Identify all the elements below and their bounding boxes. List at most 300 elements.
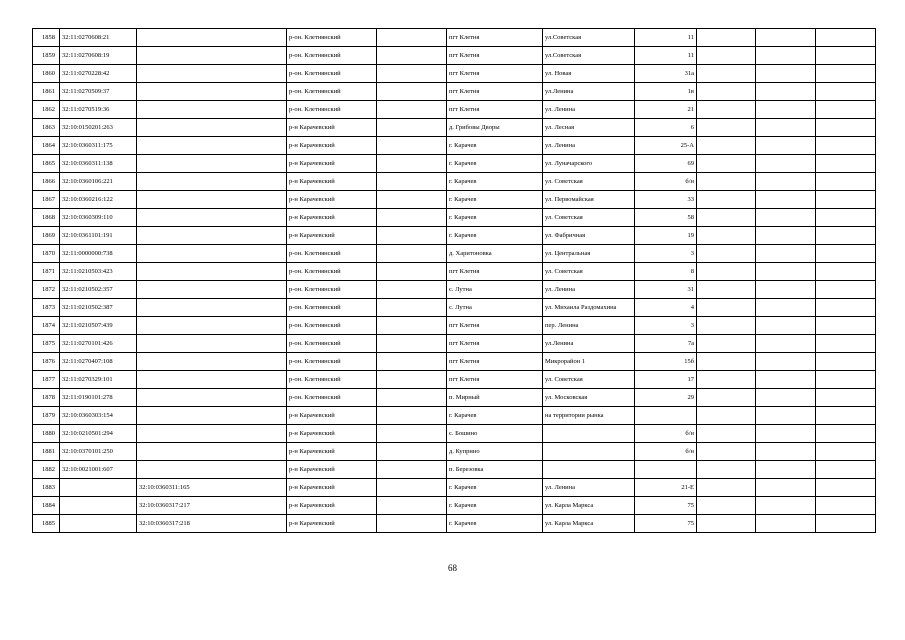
empty-cell xyxy=(816,83,876,101)
district-cell: р-он. Клетнянский xyxy=(287,29,377,47)
row-index-cell: 1874 xyxy=(33,317,60,335)
empty-cell xyxy=(697,479,756,497)
district-cell: р-он. Клетнянский xyxy=(287,317,377,335)
empty-cell xyxy=(697,497,756,515)
table-row xyxy=(33,479,876,497)
registry-table xyxy=(32,28,876,533)
table-row xyxy=(33,83,876,101)
house-number-cell: 6 xyxy=(635,119,697,137)
street-cell: ул. Ленина xyxy=(543,137,635,155)
empty-cell xyxy=(816,335,876,353)
district-cell: р-он. Клетнянский xyxy=(287,299,377,317)
empty-cell xyxy=(816,353,876,371)
cadastral-number-cell: 32:11:0210502:357 xyxy=(60,281,137,299)
empty-cell xyxy=(697,119,756,137)
empty-cell xyxy=(377,461,447,479)
cadastral-number-cell: 32:11:0270228:42 xyxy=(60,65,137,83)
district-cell: р-н Карачевский xyxy=(287,425,377,443)
cadastral-number-alt-cell xyxy=(137,29,287,47)
cadastral-number-alt-cell xyxy=(137,245,287,263)
house-number-cell: 29 xyxy=(635,389,697,407)
table-row xyxy=(33,353,876,371)
street-cell: ул. Советская xyxy=(543,371,635,389)
street-cell: ул.Ленина xyxy=(543,335,635,353)
cadastral-number-alt-cell xyxy=(137,119,287,137)
empty-cell xyxy=(377,353,447,371)
table-row xyxy=(33,281,876,299)
street-cell: ул. Советская xyxy=(543,173,635,191)
street-cell xyxy=(543,443,635,461)
street-cell: ул. Советская xyxy=(543,263,635,281)
empty-cell xyxy=(756,425,816,443)
empty-cell xyxy=(816,29,876,47)
cadastral-number-alt-cell xyxy=(137,155,287,173)
house-number-cell: 11 xyxy=(635,29,697,47)
empty-cell xyxy=(697,443,756,461)
empty-cell xyxy=(756,47,816,65)
empty-cell xyxy=(697,83,756,101)
table-row xyxy=(33,227,876,245)
empty-cell xyxy=(377,317,447,335)
cadastral-number-cell: 32:10:0150201:263 xyxy=(60,119,137,137)
empty-cell xyxy=(816,47,876,65)
cadastral-number-cell: 32:10:0021001:607 xyxy=(60,461,137,479)
house-number-cell: 25-А xyxy=(635,137,697,155)
cadastral-number-cell: 32:10:0360106:221 xyxy=(60,173,137,191)
cadastral-number-alt-cell: 32:10:0360311:165 xyxy=(137,479,287,497)
empty-cell xyxy=(697,353,756,371)
house-number-cell: 33 xyxy=(635,191,697,209)
street-cell: ул. Ленина xyxy=(543,101,635,119)
empty-cell xyxy=(756,263,816,281)
cadastral-number-alt-cell xyxy=(137,353,287,371)
table-row xyxy=(33,263,876,281)
street-cell: ул. Центральная xyxy=(543,245,635,263)
district-cell: р-он. Клетнянский xyxy=(287,371,377,389)
cadastral-number-alt-cell xyxy=(137,407,287,425)
house-number-cell: 8 xyxy=(635,263,697,281)
empty-cell xyxy=(697,263,756,281)
empty-cell xyxy=(756,101,816,119)
empty-cell xyxy=(816,155,876,173)
empty-cell xyxy=(377,119,447,137)
row-index-cell: 1883 xyxy=(33,479,60,497)
district-cell: р-он. Клетнянский xyxy=(287,83,377,101)
empty-cell xyxy=(697,371,756,389)
table-row xyxy=(33,425,876,443)
empty-cell xyxy=(377,227,447,245)
cadastral-number-cell xyxy=(60,497,137,515)
row-index-cell: 1859 xyxy=(33,47,60,65)
settlement-cell: пгт Клетня xyxy=(447,317,543,335)
empty-cell xyxy=(816,263,876,281)
table-row xyxy=(33,407,876,425)
district-cell: р-н Карачевский xyxy=(287,119,377,137)
settlement-cell: п. Мирный xyxy=(447,389,543,407)
street-cell: пер. Ленина xyxy=(543,317,635,335)
empty-cell xyxy=(756,497,816,515)
district-cell: р-он. Клетнянский xyxy=(287,335,377,353)
house-number-cell: 19 xyxy=(635,227,697,245)
empty-cell xyxy=(377,191,447,209)
empty-cell xyxy=(377,281,447,299)
settlement-cell: пгт Клетня xyxy=(447,83,543,101)
cadastral-number-cell: 32:11:0270608:19 xyxy=(60,47,137,65)
settlement-cell: пгт Клетня xyxy=(447,371,543,389)
empty-cell xyxy=(697,101,756,119)
empty-cell xyxy=(756,299,816,317)
empty-cell xyxy=(756,137,816,155)
settlement-cell: п. Березовка xyxy=(447,461,543,479)
cadastral-number-alt-cell xyxy=(137,83,287,101)
empty-cell xyxy=(697,191,756,209)
house-number-cell: 17 xyxy=(635,371,697,389)
empty-cell xyxy=(697,335,756,353)
district-cell: р-н Карачевский xyxy=(287,173,377,191)
table-row xyxy=(33,515,876,533)
row-index-cell: 1872 xyxy=(33,281,60,299)
table-row xyxy=(33,191,876,209)
settlement-cell: д. Грибовы Дворы xyxy=(447,119,543,137)
empty-cell xyxy=(756,479,816,497)
street-cell xyxy=(543,425,635,443)
cadastral-number-alt-cell xyxy=(137,281,287,299)
cadastral-number-cell: 32:11:0210503:423 xyxy=(60,263,137,281)
settlement-cell: г. Карачев xyxy=(447,479,543,497)
district-cell: р-н Карачевский xyxy=(287,209,377,227)
table-row xyxy=(33,443,876,461)
cadastral-number-alt-cell xyxy=(137,335,287,353)
empty-cell xyxy=(756,281,816,299)
empty-cell xyxy=(756,335,816,353)
house-number-cell xyxy=(635,407,697,425)
cadastral-number-alt-cell xyxy=(137,263,287,281)
row-index-cell: 1885 xyxy=(33,515,60,533)
street-cell: ул.Советская xyxy=(543,29,635,47)
cadastral-number-cell: 32:11:0210502:387 xyxy=(60,299,137,317)
district-cell: р-н Карачевский xyxy=(287,461,377,479)
empty-cell xyxy=(377,515,447,533)
empty-cell xyxy=(697,47,756,65)
cadastral-number-alt-cell xyxy=(137,191,287,209)
district-cell: р-он. Клетнянский xyxy=(287,353,377,371)
cadastral-number-cell: 32:11:0270509:37 xyxy=(60,83,137,101)
cadastral-number-alt-cell xyxy=(137,227,287,245)
cadastral-number-cell: 32:11:0210507:439 xyxy=(60,317,137,335)
cadastral-number-alt-cell: 32:10:0360317:217 xyxy=(137,497,287,515)
table-row xyxy=(33,173,876,191)
empty-cell xyxy=(756,119,816,137)
street-cell: ул.Советская xyxy=(543,47,635,65)
house-number-cell: 3 xyxy=(635,245,697,263)
cadastral-number-alt-cell xyxy=(137,461,287,479)
empty-cell xyxy=(816,65,876,83)
row-index-cell: 1881 xyxy=(33,443,60,461)
empty-cell xyxy=(816,425,876,443)
house-number-cell: 21-Е xyxy=(635,479,697,497)
empty-cell xyxy=(816,461,876,479)
empty-cell xyxy=(756,83,816,101)
row-index-cell: 1867 xyxy=(33,191,60,209)
cadastral-number-cell: 32:11:0270608:21 xyxy=(60,29,137,47)
empty-cell xyxy=(697,137,756,155)
empty-cell xyxy=(377,335,447,353)
row-index-cell: 1878 xyxy=(33,389,60,407)
empty-cell xyxy=(377,407,447,425)
empty-cell xyxy=(377,65,447,83)
empty-cell xyxy=(756,389,816,407)
empty-cell xyxy=(697,299,756,317)
cadastral-number-cell: 32:11:0270519:36 xyxy=(60,101,137,119)
empty-cell xyxy=(377,389,447,407)
house-number-cell xyxy=(635,461,697,479)
settlement-cell: д. Харитоновка xyxy=(447,245,543,263)
cadastral-number-alt-cell xyxy=(137,137,287,155)
street-cell: ул. Советская xyxy=(543,209,635,227)
house-number-cell: 7а xyxy=(635,335,697,353)
row-index-cell: 1877 xyxy=(33,371,60,389)
row-index-cell: 1884 xyxy=(33,497,60,515)
district-cell: р-н Карачевский xyxy=(287,515,377,533)
cadastral-number-cell: 32:11:0270329:101 xyxy=(60,371,137,389)
row-index-cell: 1879 xyxy=(33,407,60,425)
empty-cell xyxy=(816,371,876,389)
house-number-cell: б/н xyxy=(635,443,697,461)
empty-cell xyxy=(816,227,876,245)
cadastral-number-alt-cell xyxy=(137,389,287,407)
house-number-cell: 15б xyxy=(635,353,697,371)
settlement-cell: пгт Клетня xyxy=(447,263,543,281)
cadastral-number-alt-cell xyxy=(137,65,287,83)
row-index-cell: 1870 xyxy=(33,245,60,263)
street-cell: ул. Карла Маркса xyxy=(543,515,635,533)
empty-cell xyxy=(756,155,816,173)
empty-cell xyxy=(697,461,756,479)
empty-cell xyxy=(377,137,447,155)
settlement-cell: с. Лутна xyxy=(447,299,543,317)
table-row xyxy=(33,389,876,407)
empty-cell xyxy=(756,515,816,533)
cadastral-number-cell: 32:10:0360303:154 xyxy=(60,407,137,425)
row-index-cell: 1865 xyxy=(33,155,60,173)
table-row xyxy=(33,299,876,317)
row-index-cell: 1873 xyxy=(33,299,60,317)
table-row xyxy=(33,335,876,353)
street-cell: ул. Фабричная xyxy=(543,227,635,245)
table-row xyxy=(33,101,876,119)
empty-cell xyxy=(697,29,756,47)
cadastral-number-alt-cell xyxy=(137,101,287,119)
empty-cell xyxy=(377,173,447,191)
street-cell: на территории рынка xyxy=(543,407,635,425)
empty-cell xyxy=(816,101,876,119)
empty-cell xyxy=(377,371,447,389)
street-cell: Микрорайон 1 xyxy=(543,353,635,371)
empty-cell xyxy=(377,497,447,515)
settlement-cell: г. Карачев xyxy=(447,497,543,515)
table-row xyxy=(33,119,876,137)
empty-cell xyxy=(816,173,876,191)
house-number-cell: 11 xyxy=(635,47,697,65)
empty-cell xyxy=(756,353,816,371)
cadastral-number-cell: 32:10:0360311:175 xyxy=(60,137,137,155)
district-cell: р-н Карачевский xyxy=(287,227,377,245)
cadastral-number-cell xyxy=(60,515,137,533)
empty-cell xyxy=(816,209,876,227)
empty-cell xyxy=(816,119,876,137)
empty-cell xyxy=(697,245,756,263)
settlement-cell: г. Карачев xyxy=(447,173,543,191)
empty-cell xyxy=(756,209,816,227)
cadastral-number-cell: 32:11:0000000:738 xyxy=(60,245,137,263)
cadastral-number-cell: 32:10:0360216:122 xyxy=(60,191,137,209)
table-row xyxy=(33,155,876,173)
cadastral-number-cell: 32:11:0270407:108 xyxy=(60,353,137,371)
row-index-cell: 1882 xyxy=(33,461,60,479)
empty-cell xyxy=(816,299,876,317)
table-row xyxy=(33,47,876,65)
settlement-cell: г. Карачев xyxy=(447,191,543,209)
empty-cell xyxy=(697,209,756,227)
settlement-cell: пгт Клетня xyxy=(447,29,543,47)
settlement-cell: г. Карачев xyxy=(447,209,543,227)
empty-cell xyxy=(377,263,447,281)
empty-cell xyxy=(377,155,447,173)
street-cell: ул. Новая xyxy=(543,65,635,83)
district-cell: р-н Карачевский xyxy=(287,137,377,155)
settlement-cell: пгт Клетня xyxy=(447,101,543,119)
empty-cell xyxy=(697,281,756,299)
settlement-cell: г. Карачев xyxy=(447,155,543,173)
house-number-cell: 75 xyxy=(635,497,697,515)
row-index-cell: 1866 xyxy=(33,173,60,191)
empty-cell xyxy=(816,389,876,407)
cadastral-number-cell xyxy=(60,479,137,497)
empty-cell xyxy=(377,47,447,65)
empty-cell xyxy=(816,245,876,263)
settlement-cell: г. Карачев xyxy=(447,227,543,245)
cadastral-number-alt-cell xyxy=(137,299,287,317)
table-row xyxy=(33,29,876,47)
cadastral-number-alt-cell: 32:10:0360317:218 xyxy=(137,515,287,533)
empty-cell xyxy=(377,209,447,227)
house-number-cell: 4 xyxy=(635,299,697,317)
empty-cell xyxy=(816,515,876,533)
house-number-cell: 69 xyxy=(635,155,697,173)
empty-cell xyxy=(756,227,816,245)
house-number-cell: 1в xyxy=(635,83,697,101)
empty-cell xyxy=(697,173,756,191)
empty-cell xyxy=(756,371,816,389)
row-index-cell: 1864 xyxy=(33,137,60,155)
district-cell: р-н Карачевский xyxy=(287,191,377,209)
empty-cell xyxy=(816,191,876,209)
empty-cell xyxy=(756,65,816,83)
empty-cell xyxy=(697,65,756,83)
empty-cell xyxy=(816,497,876,515)
house-number-cell: 75 xyxy=(635,515,697,533)
district-cell: р-н Карачевский xyxy=(287,155,377,173)
empty-cell xyxy=(697,155,756,173)
district-cell: р-он. Клетнянский xyxy=(287,101,377,119)
empty-cell xyxy=(756,443,816,461)
district-cell: р-н Карачевский xyxy=(287,443,377,461)
street-cell: ул. Первомайская xyxy=(543,191,635,209)
cadastral-number-cell: 32:10:0210501:294 xyxy=(60,425,137,443)
row-index-cell: 1860 xyxy=(33,65,60,83)
page-number: 68 xyxy=(448,563,457,573)
empty-cell xyxy=(816,281,876,299)
empty-cell xyxy=(377,101,447,119)
settlement-cell: г. Карачев xyxy=(447,137,543,155)
cadastral-number-cell: 32:11:0270101:426 xyxy=(60,335,137,353)
settlement-cell: с. Бошино xyxy=(447,425,543,443)
district-cell: р-н Карачевский xyxy=(287,479,377,497)
district-cell: р-н Карачевский xyxy=(287,407,377,425)
street-cell: ул. Лесная xyxy=(543,119,635,137)
cadastral-number-alt-cell xyxy=(137,317,287,335)
row-index-cell: 1876 xyxy=(33,353,60,371)
row-index-cell: 1868 xyxy=(33,209,60,227)
settlement-cell: д. Куприно xyxy=(447,443,543,461)
cadastral-number-cell: 32:11:0190101:278 xyxy=(60,389,137,407)
empty-cell xyxy=(756,191,816,209)
empty-cell xyxy=(377,245,447,263)
house-number-cell: 21 xyxy=(635,101,697,119)
house-number-cell: б/н xyxy=(635,425,697,443)
empty-cell xyxy=(377,443,447,461)
district-cell: р-он. Клетнянский xyxy=(287,281,377,299)
cadastral-number-alt-cell xyxy=(137,47,287,65)
row-index-cell: 1869 xyxy=(33,227,60,245)
settlement-cell: пгт Клетня xyxy=(447,353,543,371)
cadastral-number-alt-cell xyxy=(137,425,287,443)
empty-cell xyxy=(377,299,447,317)
house-number-cell: 3 xyxy=(635,317,697,335)
empty-cell xyxy=(816,137,876,155)
cadastral-number-alt-cell xyxy=(137,443,287,461)
table-row xyxy=(33,461,876,479)
empty-cell xyxy=(756,461,816,479)
street-cell: ул. Луначарского xyxy=(543,155,635,173)
table-row xyxy=(33,65,876,83)
district-cell: р-н Карачевский xyxy=(287,497,377,515)
settlement-cell: пгт Клетня xyxy=(447,47,543,65)
table-body xyxy=(33,29,876,533)
street-cell: ул. Московская xyxy=(543,389,635,407)
settlement-cell: г. Карачев xyxy=(447,407,543,425)
empty-cell xyxy=(377,425,447,443)
cadastral-number-cell: 32:10:0361101:191 xyxy=(60,227,137,245)
row-index-cell: 1858 xyxy=(33,29,60,47)
row-index-cell: 1875 xyxy=(33,335,60,353)
street-cell: ул. Ленина xyxy=(543,479,635,497)
cadastral-number-alt-cell xyxy=(137,209,287,227)
house-number-cell: 31 xyxy=(635,281,697,299)
street-cell: ул.Ленина xyxy=(543,83,635,101)
cadastral-number-cell: 32:10:0360309:110 xyxy=(60,209,137,227)
empty-cell xyxy=(816,317,876,335)
street-cell xyxy=(543,461,635,479)
district-cell: р-он. Клетнянский xyxy=(287,263,377,281)
table-row xyxy=(33,245,876,263)
empty-cell xyxy=(816,407,876,425)
house-number-cell: б/н xyxy=(635,173,697,191)
settlement-cell: пгт Клетня xyxy=(447,65,543,83)
empty-cell xyxy=(756,407,816,425)
row-index-cell: 1863 xyxy=(33,119,60,137)
empty-cell xyxy=(816,479,876,497)
